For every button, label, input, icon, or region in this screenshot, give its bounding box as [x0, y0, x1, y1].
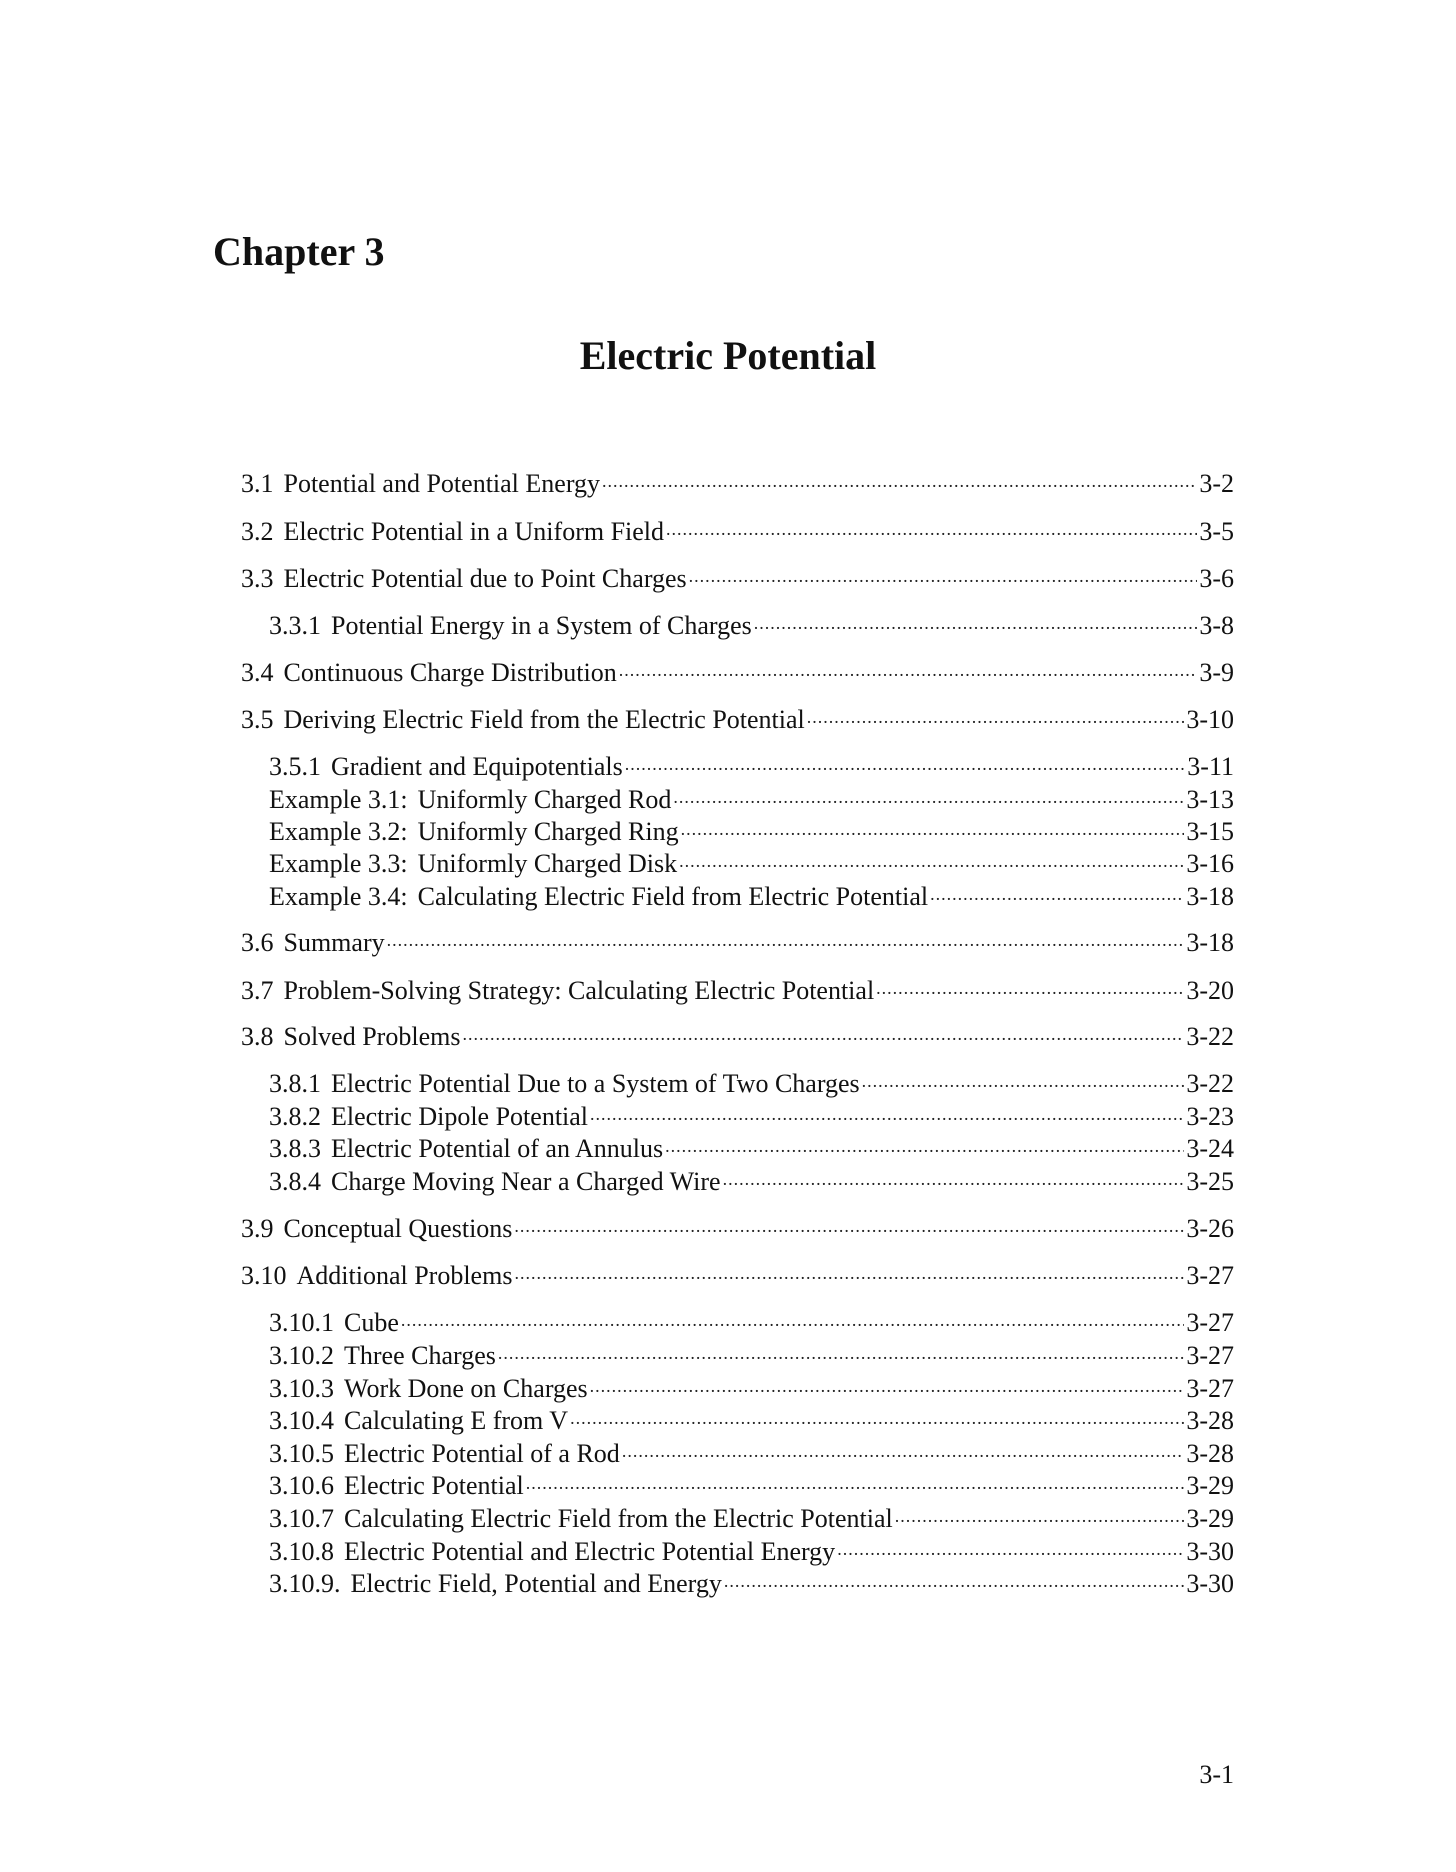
- toc-entry: [269, 1436, 1234, 1467]
- toc-entry-page: 3-6: [1199, 564, 1234, 593]
- toc-entry-page: 3-26: [1186, 1214, 1234, 1243]
- toc-dot-leader: [665, 1131, 1184, 1157]
- toc-dot-leader: [619, 655, 1198, 681]
- toc-entry-page: 3-10: [1186, 705, 1234, 734]
- toc-entry-number: 3.3.1: [269, 611, 321, 640]
- toc-dot-leader: [754, 608, 1198, 634]
- toc-entry-number: 3.10.5: [269, 1439, 334, 1468]
- toc-entry-number: Example 3.4:: [269, 882, 408, 911]
- toc-entry-number: 3.9: [241, 1214, 274, 1243]
- toc-dot-leader: [602, 466, 1197, 492]
- toc-entry-title: Electric Potential of an Annulus: [331, 1134, 664, 1163]
- toc-entry-number: 3.10.3: [269, 1374, 334, 1403]
- toc-entry-page: 3-29: [1186, 1471, 1234, 1500]
- toc-entry-number: 3.10.8: [269, 1537, 334, 1566]
- toc-entry: [269, 1066, 1234, 1097]
- toc-entry-number: 3.3: [241, 564, 274, 593]
- toc-entry-page: 3-5: [1199, 517, 1234, 546]
- toc-dot-leader: [679, 846, 1184, 872]
- toc-dot-leader: [723, 1164, 1185, 1190]
- toc-entry-number: 3.8.1: [269, 1069, 321, 1098]
- toc-dot-leader: [625, 749, 1186, 775]
- toc-entry-title: Electric Potential of a Rod: [344, 1439, 620, 1468]
- toc-dot-leader: [387, 925, 1185, 951]
- toc-entry-page: 3-2: [1199, 469, 1234, 498]
- toc-dot-leader: [570, 1403, 1184, 1429]
- toc-entry-page: 3-16: [1186, 849, 1234, 878]
- toc-dot-leader: [895, 1501, 1185, 1527]
- toc-dot-leader: [862, 1066, 1185, 1092]
- chapter-label: Chapter 3: [213, 229, 385, 274]
- toc-entry-page: 3-22: [1186, 1069, 1234, 1098]
- toc-entry: [269, 749, 1234, 780]
- toc-entry-page: 3-11: [1187, 752, 1234, 781]
- toc-entry-number: 3.8.4: [269, 1167, 321, 1196]
- toc-entry: [269, 1099, 1234, 1130]
- toc-dot-leader: [526, 1468, 1185, 1494]
- toc-entry-page: 3-22: [1186, 1022, 1234, 1051]
- toc-entry: [269, 1164, 1234, 1195]
- toc-entry-page: 3-9: [1199, 658, 1234, 687]
- toc-dot-leader: [401, 1305, 1184, 1331]
- toc-entry-title: Additional Problems: [296, 1261, 513, 1290]
- toc-dot-leader: [681, 814, 1185, 840]
- toc-entry-number: 3.10.2: [269, 1341, 334, 1370]
- toc-dot-leader: [514, 1258, 1184, 1284]
- toc-dot-leader: [462, 1019, 1184, 1045]
- toc-entry: [241, 561, 1234, 592]
- toc-entry-page: 3-24: [1186, 1134, 1234, 1163]
- toc-entry-page: 3-27: [1186, 1341, 1234, 1370]
- toc-entry-page: 3-25: [1186, 1167, 1234, 1196]
- toc-entry: [241, 925, 1234, 956]
- toc-entry-page: 3-29: [1186, 1504, 1234, 1533]
- toc-entry-title: Potential and Potential Energy: [283, 469, 601, 498]
- toc-entry-title: Potential Energy in a System of Charges: [331, 611, 752, 640]
- toc-dot-leader: [837, 1534, 1184, 1560]
- toc-entry: [269, 846, 1234, 877]
- toc-entry-number: 3.1: [241, 469, 274, 498]
- toc-entry: [269, 1534, 1234, 1565]
- toc-entry-page: 3-23: [1186, 1102, 1234, 1131]
- toc-entry-number: 3.7: [241, 976, 274, 1005]
- toc-entry-title: Electric Dipole Potential: [331, 1102, 589, 1131]
- toc-dot-leader: [622, 1436, 1185, 1462]
- toc-entry: [269, 608, 1234, 639]
- toc-entry: [269, 1501, 1234, 1532]
- toc-entry-title: Calculating Electric Field from the Electric Potential: [344, 1504, 893, 1533]
- toc-dot-leader: [876, 973, 1184, 999]
- toc-entry-title: Work Done on Charges: [344, 1374, 588, 1403]
- toc-entry-number: 3.10: [241, 1261, 287, 1290]
- toc-entry-title: Uniformly Charged Rod: [417, 785, 672, 814]
- toc-entry-title: Three Charges: [344, 1341, 496, 1370]
- toc-entry-page: 3-28: [1186, 1439, 1234, 1468]
- toc-entry-title: Solved Problems: [283, 1022, 461, 1051]
- toc-entry-number: 3.4: [241, 658, 274, 687]
- toc-dot-leader: [673, 782, 1184, 808]
- toc-entry-page: 3-30: [1186, 1569, 1234, 1598]
- toc-entry-number: 3.2: [241, 517, 274, 546]
- toc-entry-page: 3-30: [1186, 1537, 1234, 1566]
- toc-dot-leader: [930, 879, 1184, 905]
- toc-entry-page: 3-8: [1199, 611, 1234, 640]
- toc-entry-title: Electric Potential due to Point Charges: [283, 564, 687, 593]
- toc-entry-title: Summary: [283, 928, 385, 957]
- toc-entry: [269, 1338, 1234, 1369]
- toc-entry-title: Conceptual Questions: [283, 1214, 513, 1243]
- toc-entry-title: Cube: [344, 1308, 399, 1337]
- toc-entry-number: Example 3.2:: [269, 817, 408, 846]
- toc-entry: [269, 1468, 1234, 1499]
- toc-entry-number: 3.8.2: [269, 1102, 321, 1131]
- toc-entry: [241, 1211, 1234, 1242]
- toc-entry-page: 3-20: [1186, 976, 1234, 1005]
- toc-entry: [241, 1258, 1234, 1289]
- toc-entry-number: 3.10.1: [269, 1308, 334, 1337]
- toc-entry-title: Gradient and Equipotentials: [331, 752, 623, 781]
- toc-dot-leader: [590, 1371, 1185, 1397]
- toc-entry-page: 3-18: [1186, 882, 1234, 911]
- toc-entry-number: 3.10.4: [269, 1406, 334, 1435]
- toc-entry-number: Example 3.1:: [269, 785, 408, 814]
- chapter-title: Electric Potential: [579, 333, 877, 378]
- toc-entry: [241, 1019, 1234, 1050]
- toc-entry-page: 3-27: [1186, 1261, 1234, 1290]
- toc-entry-number: 3.5: [241, 705, 274, 734]
- toc-dot-leader: [590, 1099, 1184, 1125]
- toc-entry-number: 3.10.6: [269, 1471, 334, 1500]
- toc-entry-title: Charge Moving Near a Charged Wire: [331, 1167, 721, 1196]
- toc-entry-number: 3.8: [241, 1022, 274, 1051]
- toc-entry-title: Electric Potential and Electric Potential Energy: [344, 1537, 836, 1566]
- toc-entry-number: 3.10.9.: [269, 1569, 341, 1598]
- toc-entry-page: 3-15: [1186, 817, 1234, 846]
- toc-dot-leader: [514, 1211, 1184, 1237]
- toc-entry-number: 3.10.7: [269, 1504, 334, 1533]
- toc-entry: [269, 1131, 1234, 1162]
- page-number: 3-1: [1199, 1760, 1234, 1789]
- toc-entry: [269, 782, 1234, 813]
- toc-entry-number: 3.5.1: [269, 752, 321, 781]
- toc-entry: [269, 879, 1234, 910]
- toc-dot-leader: [724, 1566, 1184, 1592]
- toc-entry-title: Uniformly Charged Disk: [417, 849, 678, 878]
- toc-entry-title: Calculating Electric Field from Electric Potential: [417, 882, 929, 911]
- toc-entry: [241, 655, 1234, 686]
- toc-dot-leader: [689, 561, 1198, 587]
- toc-entry: [269, 814, 1234, 845]
- toc-entry: [269, 1403, 1234, 1434]
- toc-entry-number: 3.6: [241, 928, 274, 957]
- toc-entry-title: Electric Potential in a Uniform Field: [283, 517, 665, 546]
- toc-dot-leader: [807, 702, 1185, 728]
- toc-entry-title: Electric Potential Due to a System of Two Charges: [331, 1069, 860, 1098]
- toc-entry-title: Calculating E from V: [344, 1406, 569, 1435]
- toc-entry-title: Continuous Charge Distribution: [283, 658, 617, 687]
- toc-dot-leader: [666, 514, 1197, 540]
- toc-entry-page: 3-27: [1186, 1308, 1234, 1337]
- toc-entry-number: Example 3.3:: [269, 849, 408, 878]
- toc-entry-page: 3-13: [1186, 785, 1234, 814]
- toc-entry: [241, 702, 1234, 733]
- toc-entry: [269, 1566, 1234, 1597]
- toc-entry-page: 3-27: [1186, 1374, 1234, 1403]
- toc-entry-title: Electric Field, Potential and Energy: [350, 1569, 722, 1598]
- toc-entry: [269, 1371, 1234, 1402]
- toc-entry-title: Electric Potential: [344, 1471, 524, 1500]
- toc-entry-number: 3.8.3: [269, 1134, 321, 1163]
- toc-entry-title: Problem-Solving Strategy: Calculating Electric Potential: [283, 976, 875, 1005]
- toc-dot-leader: [498, 1338, 1184, 1364]
- toc-entry-title: Deriving Electric Field from the Electric Potential: [283, 705, 805, 734]
- toc-entry: [269, 1305, 1234, 1336]
- toc-entry-page: 3-18: [1186, 928, 1234, 957]
- toc-entry-title: Uniformly Charged Ring: [417, 817, 679, 846]
- toc-entry-page: 3-28: [1186, 1406, 1234, 1435]
- toc-entry: [241, 466, 1234, 497]
- toc-entry: [241, 973, 1234, 1004]
- toc-entry: [241, 514, 1234, 545]
